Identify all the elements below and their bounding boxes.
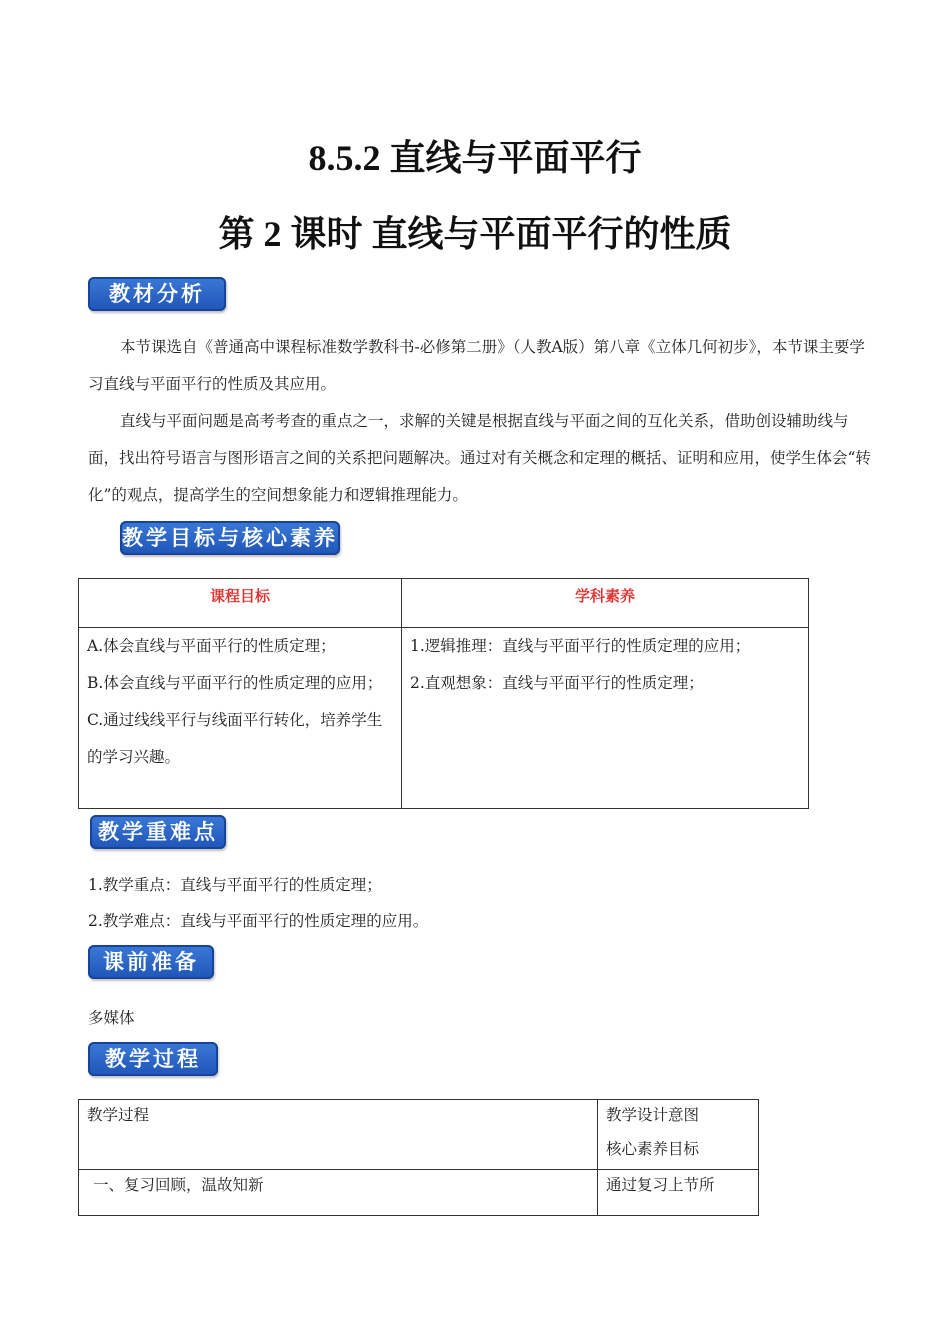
process-header-col1 bbox=[79, 1100, 598, 1170]
goals-table bbox=[78, 578, 809, 809]
page-subtitle: 第 2 课时 直线与平面平行的性质 bbox=[218, 214, 732, 254]
section-badge-keypoints: 教学重难点 bbox=[90, 815, 226, 849]
process-header-label: 教学过程 bbox=[87, 1106, 150, 1124]
design-intent-label: 教学设计意图 bbox=[606, 1106, 700, 1124]
analysis-text bbox=[88, 329, 873, 514]
course-goal-c: C.通过线线平行与线面平行转化，培养学生的学习兴趣。 bbox=[87, 711, 383, 766]
review-step-label: 一、复习回顾，温故知新 bbox=[93, 1176, 264, 1194]
keypoint-focus: 1.教学重点：直线与平面平行的性质定理； bbox=[88, 876, 382, 894]
section-badge-process: 教学过程 bbox=[88, 1042, 218, 1076]
goals-header-literacy: 学科素养 bbox=[402, 579, 809, 628]
section-badge-goals: 教学目标与核心素养 bbox=[120, 521, 340, 555]
analysis-paragraph-2: 直线与平面问题是高考考查的重点之一，求解的关键是根据直线与平面之间的互化关系，借助创设辅助线与面，找出符号语言与图形语言之间的关系把问题解决。通过对有关概念和定理的概括、证明和应用，使学生体会“转化”的观点，提高学生的空间想象能力和逻辑推理能力。 bbox=[88, 412, 871, 504]
section-badge-prep: 课前准备 bbox=[88, 945, 214, 979]
analysis-paragraph-1: 本节课选自《普通高中课程标准数学教科书-必修第二册》（人教A版）第八章《立体几何初步》，本节课主要学习直线与平面平行的性质及其应用。 bbox=[88, 338, 865, 393]
literacy-goal-label: 核心素养目标 bbox=[606, 1140, 700, 1158]
process-row1-col2 bbox=[598, 1170, 759, 1216]
process-row1-col1 bbox=[79, 1170, 598, 1216]
process-table bbox=[78, 1099, 759, 1216]
literacy-item-2: 2.直观想象：直线与平面平行的性质定理； bbox=[410, 674, 704, 692]
process-header-col2 bbox=[598, 1100, 759, 1170]
keypoint-difficulty: 2.教学难点：直线与平面平行的性质定理的应用。 bbox=[88, 912, 429, 930]
prep-text: 多媒体 bbox=[88, 1009, 135, 1027]
literacy-cell bbox=[402, 628, 809, 809]
course-goals-cell bbox=[79, 628, 402, 809]
course-goal-a: A.体会直线与平面平行的性质定理； bbox=[87, 637, 336, 655]
course-goal-b: B.体会直线与平面平行的性质定理的应用； bbox=[87, 674, 383, 692]
literacy-item-1: 1.逻辑推理：直线与平面平行的性质定理的应用； bbox=[410, 637, 751, 655]
review-intent-text: 通过复习上节所 bbox=[606, 1176, 715, 1194]
page-title: 8.5.2 直线与平面平行 bbox=[308, 138, 642, 178]
section-badge-analysis: 教材分析 bbox=[88, 277, 226, 311]
goals-header-course: 课程目标 bbox=[79, 579, 402, 628]
